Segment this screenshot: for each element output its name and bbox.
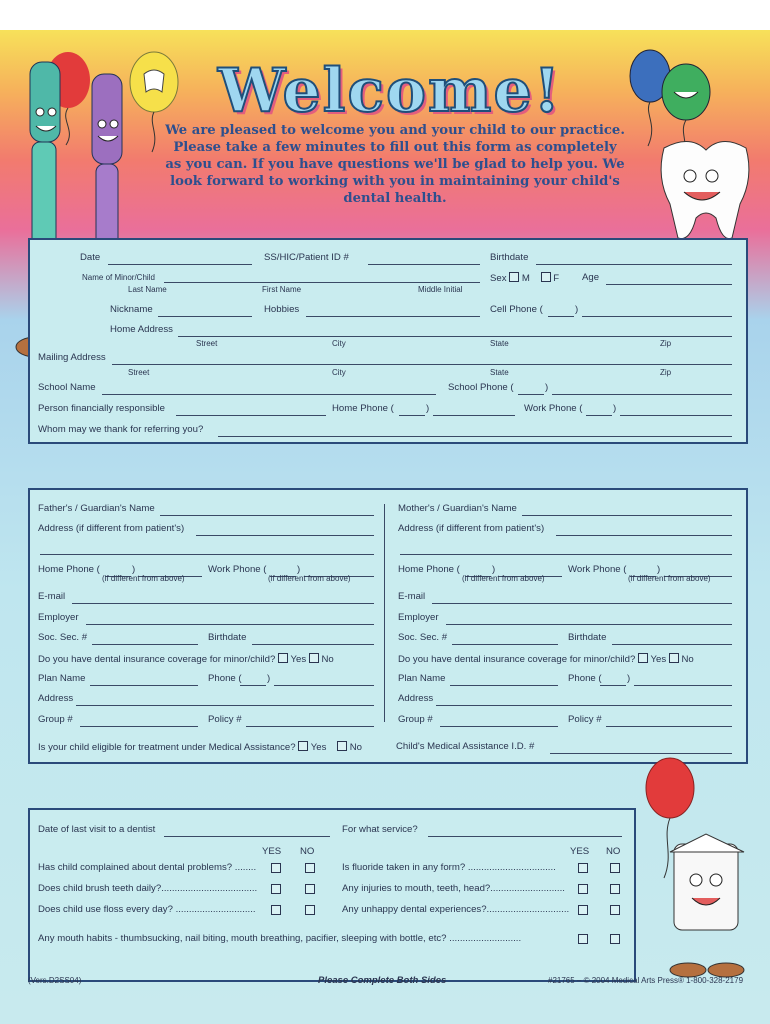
mother-employer-field[interactable] — [446, 624, 732, 625]
p-work-area-field[interactable] — [586, 415, 612, 416]
q6-label: Any unhappy dental experiences?............................... — [342, 904, 570, 915]
p-work-phone-field[interactable] — [620, 415, 732, 416]
medical-no-text: No — [349, 742, 362, 753]
mother-insurance-no-checkbox[interactable] — [669, 653, 679, 663]
q4-yes-checkbox[interactable] — [578, 863, 588, 873]
mail-zip-sublabel: Zip — [660, 368, 672, 377]
father-work-phone-label: Work Phone ( — [208, 564, 267, 575]
name-minor-label: Name of Minor/Child — [82, 273, 155, 282]
version-text: (Vers.D2SS04) — [28, 976, 82, 985]
male-text: M — [521, 273, 530, 284]
father-no-text: No — [321, 654, 334, 665]
father-plan-area-field[interactable] — [240, 685, 266, 686]
school-name-label: School Name — [38, 382, 96, 393]
patient-id-label: SS/HIC/Patient ID # — [264, 252, 349, 263]
sex-label — [490, 272, 559, 284]
q6-yes-checkbox[interactable] — [578, 905, 588, 915]
father-plan-phone-label: Phone ( — [208, 673, 242, 684]
financial-label: Person financially responsible — [38, 403, 165, 414]
father-birthdate-label: Birthdate — [208, 632, 247, 643]
mother-birthdate-label: Birthdate — [568, 632, 607, 643]
mother-policy-field[interactable] — [606, 726, 732, 727]
home-address-label: Home Address — [110, 324, 173, 335]
dental-history-panel — [28, 808, 636, 982]
no-header-left: NO — [300, 846, 315, 857]
q2-no-checkbox[interactable] — [305, 884, 315, 894]
p-home-paren: ) — [426, 403, 430, 414]
mother-plan-area-field[interactable] — [600, 685, 626, 686]
mother-address-field[interactable] — [556, 535, 732, 536]
medical-id-label: Child's Medical Assistance I.D. # — [396, 741, 535, 752]
age-label: Age — [582, 272, 600, 283]
father-plan-label: Plan Name — [38, 673, 86, 684]
father-work-paren: ) — [297, 564, 301, 575]
nickname-field[interactable] — [158, 316, 252, 317]
mother-insurance-yes-checkbox[interactable] — [638, 653, 648, 663]
mother-plan-field[interactable] — [450, 685, 558, 686]
p-work-paren: ) — [613, 403, 617, 414]
mother-insurance-q — [398, 653, 694, 665]
mother-group-field[interactable] — [440, 726, 558, 727]
last-visit-label: Date of last visit to a dentist — [38, 824, 156, 835]
first-name-sublabel: First Name — [262, 285, 302, 294]
mother-home-phone-label: Home Phone ( — [398, 564, 460, 575]
mother-policy-label: Policy # — [568, 714, 602, 725]
q7-label: Any mouth habits - thumbsucking, nail biting, mouth breathing, pacifier, sleeping with bottle, etc? ........................... — [38, 933, 522, 944]
q1-yes-checkbox[interactable] — [271, 863, 281, 873]
female-text: F — [553, 273, 560, 284]
mother-plan-paren: ) — [627, 673, 631, 684]
father-socsec-field[interactable] — [92, 644, 198, 645]
school-area-code-field[interactable] — [518, 394, 544, 395]
child-name-field[interactable] — [164, 282, 480, 283]
home-address-field[interactable] — [178, 336, 732, 337]
father-socsec-label: Soc. Sec. # — [38, 632, 88, 643]
mother-plan-phone-field[interactable] — [634, 685, 732, 686]
q2-yes-checkbox[interactable] — [271, 884, 281, 894]
father-work-ifdiff: (if different from above) — [268, 574, 351, 583]
father-policy-field[interactable] — [246, 726, 374, 727]
school-paren: ) — [545, 382, 549, 393]
father-email-label: E-mail — [38, 591, 66, 602]
welcome-title: Welcome! — [217, 56, 562, 126]
floss-character-icon — [660, 830, 750, 980]
hobbies-label: Hobbies — [264, 304, 300, 315]
father-home-paren: ) — [132, 564, 136, 575]
yes-header-left: YES — [262, 846, 282, 857]
mother-group-label: Group # — [398, 714, 433, 725]
hobbies-field[interactable] — [306, 316, 480, 317]
q6-no-checkbox[interactable] — [610, 905, 620, 915]
home-city-sublabel: City — [332, 339, 346, 348]
father-plan-address-field[interactable] — [76, 705, 374, 706]
mother-email-label: E-mail — [398, 591, 426, 602]
mother-socsec-field[interactable] — [452, 644, 558, 645]
q7-yes-checkbox[interactable] — [578, 934, 588, 944]
father-insurance-text: Do you have dental insurance coverage for minor/child? — [38, 654, 276, 665]
q7-no-checkbox[interactable] — [610, 934, 620, 944]
mother-address-label: Address (if different from patient's) — [398, 523, 545, 534]
p-work-phone-label: Work Phone ( — [524, 403, 583, 414]
p-home-area-field[interactable] — [399, 415, 425, 416]
father-email-field[interactable] — [72, 603, 374, 604]
q1-no-checkbox[interactable] — [305, 863, 315, 873]
p-home-phone-field[interactable] — [433, 415, 515, 416]
home-street-sublabel: Street — [196, 339, 218, 348]
father-home-phone-label: Home Phone ( — [38, 564, 100, 575]
sex-male-checkbox[interactable] — [509, 272, 519, 282]
no-header-right: NO — [606, 846, 621, 857]
mother-work-ifdiff: (if different from above) — [628, 574, 711, 583]
mother-plan-address-field[interactable] — [436, 705, 732, 706]
father-insurance-q — [38, 653, 334, 665]
q4-no-checkbox[interactable] — [610, 863, 620, 873]
mother-no-text: No — [681, 654, 694, 665]
father-policy-label: Policy # — [208, 714, 242, 725]
cell-paren: ) — [575, 304, 579, 315]
school-name-field[interactable] — [102, 394, 436, 395]
mother-plan-phone-label: Phone ( — [568, 673, 602, 684]
last-visit-field[interactable] — [164, 836, 330, 837]
father-insurance-yes-checkbox[interactable] — [278, 653, 288, 663]
p-home-phone-label: Home Phone ( — [332, 403, 394, 414]
father-birthdate-field[interactable] — [252, 644, 374, 645]
father-plan-phone-field[interactable] — [274, 685, 374, 686]
father-address-field-2[interactable] — [40, 554, 374, 555]
service-label: For what service? — [342, 824, 418, 835]
mother-home-ifdiff: (if different from above) — [462, 574, 545, 583]
medical-no-checkbox[interactable] — [337, 741, 347, 751]
referral-label: Whom may we thank for referring you? — [38, 424, 204, 435]
mother-employer-label: Employer — [398, 612, 439, 623]
q1-label: Has child complained about dental problems? ........ — [38, 862, 257, 873]
cell-area-code-field[interactable] — [548, 316, 574, 317]
sex-text: Sex — [490, 273, 507, 284]
father-plan-field[interactable] — [90, 685, 198, 686]
last-name-sublabel: Last Name — [128, 285, 167, 294]
father-home-ifdiff: (if different from above) — [102, 574, 185, 583]
patient-id-field[interactable] — [368, 264, 480, 265]
mail-city-sublabel: City — [332, 368, 346, 377]
referral-field[interactable] — [218, 436, 732, 437]
mother-insurance-text: Do you have dental insurance coverage for minor/child? — [398, 654, 636, 665]
cell-phone-label: Cell Phone ( — [490, 304, 543, 315]
father-group-label: Group # — [38, 714, 73, 725]
q3-label: Does child use floss every day? .............................. — [38, 904, 256, 915]
mailing-address-label: Mailing Address — [38, 352, 106, 363]
q2-label: Does child brush teeth daily?.................................... — [38, 883, 258, 894]
father-plan-paren: ) — [267, 673, 271, 684]
mail-state-sublabel: State — [490, 368, 509, 377]
sex-female-checkbox[interactable] — [541, 272, 551, 282]
mailing-address-field[interactable] — [112, 364, 732, 365]
father-name-field[interactable] — [160, 515, 374, 516]
mother-name-label: Mother's / Guardian's Name — [398, 503, 517, 514]
mother-yes-text: Yes — [650, 654, 667, 665]
father-insurance-no-checkbox[interactable] — [309, 653, 319, 663]
guardian-divider — [384, 504, 385, 722]
medical-yes-text: Yes — [310, 742, 327, 753]
father-group-field[interactable] — [80, 726, 198, 727]
middle-initial-sublabel: Middle Initial — [418, 285, 463, 294]
father-plan-address-label: Address — [38, 693, 74, 704]
financial-field[interactable] — [176, 415, 326, 416]
mother-birthdate-field[interactable] — [612, 644, 732, 645]
father-address-field[interactable] — [196, 535, 374, 536]
father-employer-field[interactable] — [86, 624, 374, 625]
nickname-label: Nickname — [110, 304, 153, 315]
home-state-sublabel: State — [490, 339, 509, 348]
home-zip-sublabel: Zip — [660, 339, 672, 348]
q3-yes-checkbox[interactable] — [271, 905, 281, 915]
mother-home-paren: ) — [492, 564, 496, 575]
mother-plan-address-label: Address — [398, 693, 434, 704]
father-name-label: Father's / Guardian's Name — [38, 503, 155, 514]
father-employer-label: Employer — [38, 612, 79, 623]
q4-label: Is fluoride taken in any form? ................................. — [342, 862, 556, 873]
yes-header-right: YES — [570, 846, 590, 857]
mother-socsec-label: Soc. Sec. # — [398, 632, 448, 643]
mother-work-phone-label: Work Phone ( — [568, 564, 627, 575]
mother-plan-label: Plan Name — [398, 673, 446, 684]
birthdate-label: Birthdate — [490, 252, 529, 263]
father-yes-text: Yes — [290, 654, 307, 665]
q3-no-checkbox[interactable] — [305, 905, 315, 915]
mother-work-paren: ) — [657, 564, 661, 575]
medical-q-text: Is your child eligible for treatment under Medical Assistance? — [38, 742, 296, 753]
medical-yes-checkbox[interactable] — [298, 741, 308, 751]
school-phone-label: School Phone ( — [448, 382, 514, 393]
mother-name-field[interactable] — [522, 515, 732, 516]
mother-email-field[interactable] — [432, 603, 732, 604]
father-address-label: Address (if different from patient's) — [38, 523, 185, 534]
school-phone-field[interactable] — [552, 394, 732, 395]
intro-text: We are pleased to welcome you and your child to our practice. Please take a few minutes to fill out this form as completely as you can. If you have questions we'll be glad to help you. We look forward to working with you in maintaining your child's dental health. — [165, 123, 625, 206]
tooth-character-icon — [650, 138, 760, 248]
q5-yes-checkbox[interactable] — [578, 884, 588, 894]
service-field[interactable] — [428, 836, 622, 837]
patient-info-panel — [28, 238, 748, 444]
medical-assistance-q — [38, 741, 362, 753]
guardian-info-panel — [28, 488, 748, 764]
medical-id-field[interactable] — [550, 753, 732, 754]
date-field[interactable] — [108, 264, 252, 265]
copyright-text: #21765 – © 2004 Medical Arts Press® 1-800-328-2179 — [548, 976, 744, 985]
complete-both-sides-text: Please Complete Both Sides — [318, 975, 447, 986]
mail-street-sublabel: Street — [128, 368, 150, 377]
age-field[interactable] — [606, 284, 732, 285]
mother-address-field-2[interactable] — [400, 554, 732, 555]
q5-label: Any injuries to mouth, teeth, head?............................ — [342, 883, 565, 894]
form-page — [0, 30, 770, 1024]
date-label: Date — [80, 252, 101, 263]
birthdate-field[interactable] — [536, 264, 732, 265]
cell-phone-field[interactable] — [582, 316, 732, 317]
q5-no-checkbox[interactable] — [610, 884, 620, 894]
